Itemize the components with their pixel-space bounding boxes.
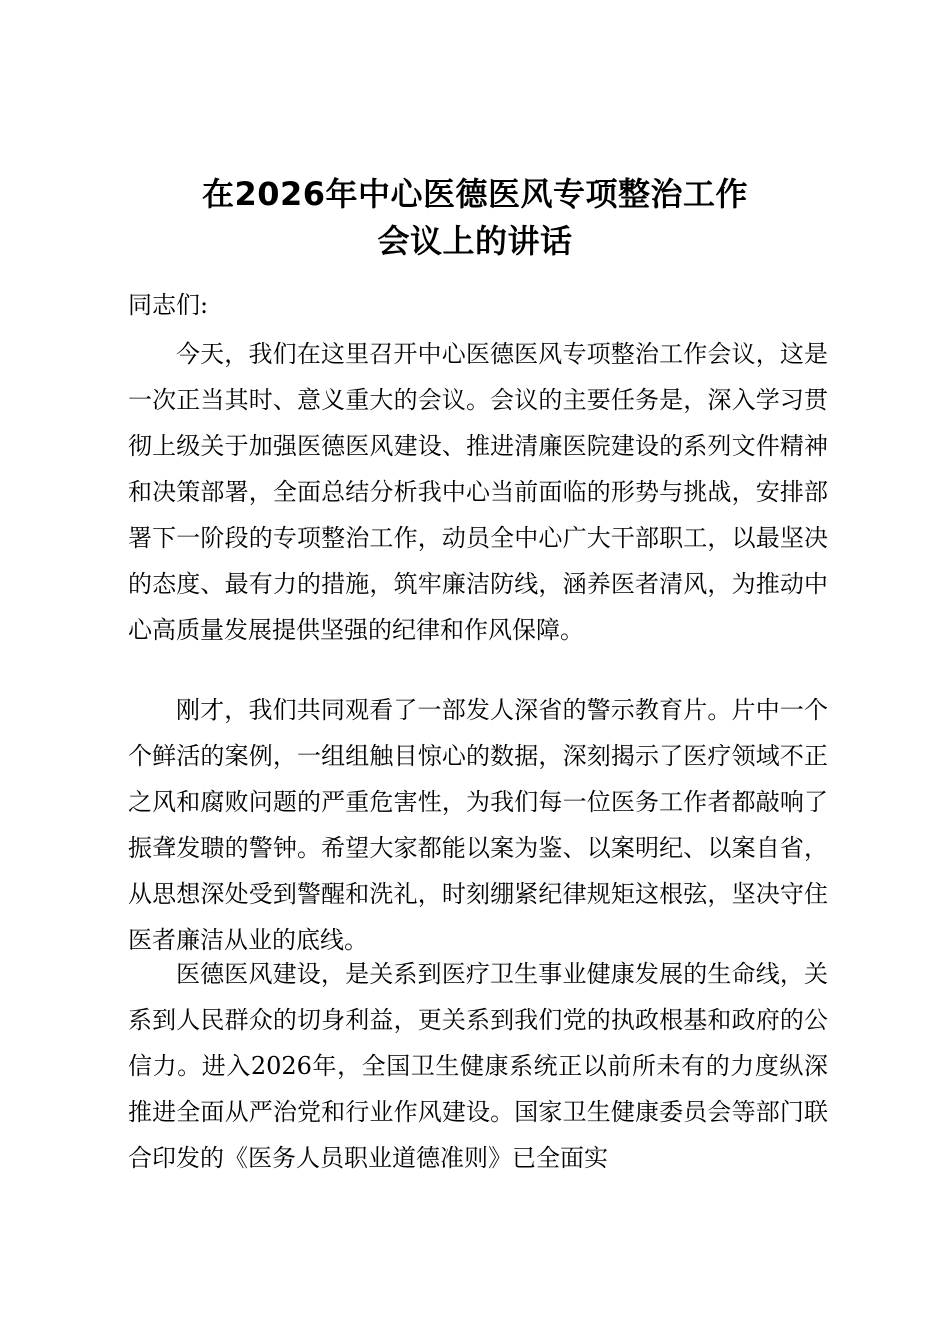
- paragraph-3: 医德医风建设，是关系到医疗卫生事业健康发展的生命线，关系到人民群众的切身利益，更关系到我们党的执政根基和政府的公信力。进入2026年，全国卫生健康系统正以前所未有的力度纵深推进全面从严治党和行业作风建设。国家卫生健康委员会等部门联合印发的《医务人员职业道德准则》已全面实: [128, 960, 828, 1172]
- document-title-line-2: 会议上的讲话: [377, 222, 573, 260]
- document-title-line-1: 在2026年中心医德医风专项整治工作: [201, 175, 749, 213]
- paragraph-2: 刚才，我们共同观看了一部发人深省的警示教育片。片中一个个鲜活的案例，一组组触目惊心的数据，深刻揭示了医疗领域不正之风和腐败问题的严重危害性，为我们每一位医务工作者都敲响了振聋发聩的警钟。希望大家都能以案为鉴、以案明纪、以案自省，从思想深处受到警醒和洗礼，时刻绷紧纪律规矩这根弦，坚决守住医者廉洁从业的底线。: [128, 696, 828, 954]
- paragraph-1: 今天，我们在这里召开中心医德医风专项整治工作会议，这是一次正当其时、意义重大的会议。会议的主要任务是，深入学习贯彻上级关于加强医德医风建设、推进清廉医院建设的系列文件精神和决策部署，全面总结分析我中心当前面临的形势与挑战，安排部署下一阶段的专项整治工作，动员全中心广大干部职工，以最坚决的态度、最有力的措施，筑牢廉洁防线，涵养医者清风，为推动中心高质量发展提供坚强的纪律和作风保障。: [128, 340, 828, 644]
- salutation: 同志们:: [128, 291, 209, 319]
